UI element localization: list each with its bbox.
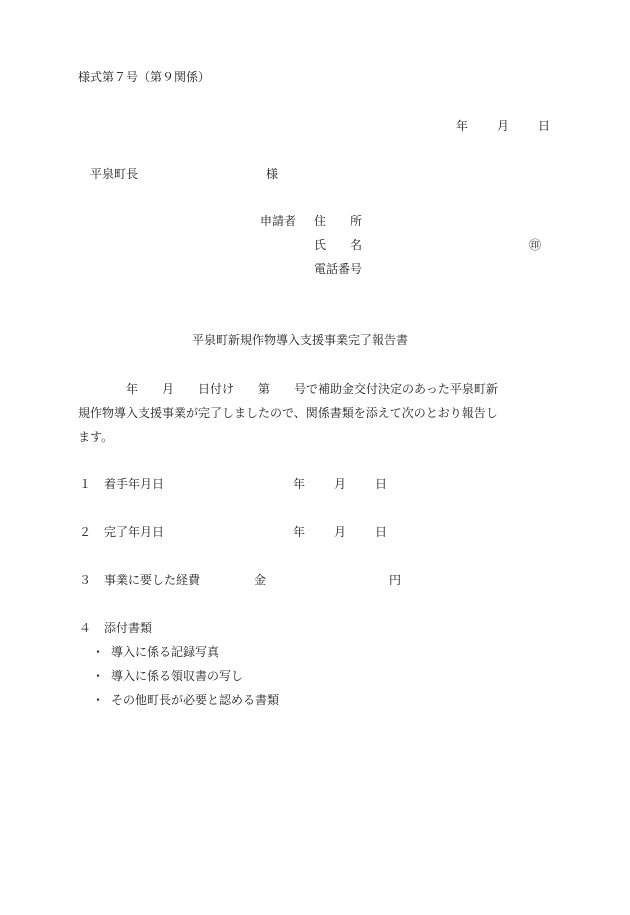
item-number: ３ [79, 573, 92, 587]
item-number: １ [79, 477, 92, 491]
amount-prefix: 金 [254, 573, 267, 587]
document-title: 平泉町新規作物導入支援事業完了報告書 [192, 333, 409, 347]
applicant-label: 申請者 [260, 214, 297, 228]
attachment-text: 導入に係る領収書の写し [111, 669, 244, 683]
phone-label: 電話番号 [314, 262, 363, 276]
item-number: ４ [79, 621, 92, 635]
item-label: 事業に要した経費 [104, 573, 201, 587]
item-month-label: 月 [334, 477, 347, 491]
body-line-3: ます。 [78, 430, 114, 444]
seal-mark: ㊞ [529, 238, 542, 252]
item-month-label: 月 [334, 525, 347, 539]
addressee-honorific: 様 [266, 167, 279, 181]
bullet-mark: ・ [92, 693, 105, 707]
body-line-1: 年 月 日付け 第 号で補助金交付決定のあった平泉町新 [78, 382, 498, 396]
item-year-label: 年 [293, 525, 306, 539]
attachment-text: 導入に係る記録写真 [111, 645, 220, 659]
date-month-label: 月 [497, 119, 510, 133]
name-label: 氏 名 [314, 238, 363, 252]
date-day-label: 日 [538, 119, 551, 133]
body-line-2: 規作物導入支援事業が完了しましたので、関係書類を添えて次のとおり報告し [78, 406, 498, 420]
date-year-label: 年 [456, 119, 469, 133]
item-number: ２ [79, 525, 92, 539]
item-label: 添付書類 [104, 621, 153, 635]
form-number: 様式第７号（第９関係） [78, 70, 211, 84]
item-label: 着手年月日 [104, 477, 165, 491]
item-year-label: 年 [293, 477, 306, 491]
bullet-mark: ・ [92, 669, 105, 683]
item-label: 完了年月日 [104, 525, 165, 539]
address-label: 住 所 [314, 214, 363, 228]
item-day-label: 日 [375, 525, 388, 539]
bullet-mark: ・ [92, 645, 105, 659]
addressee-name: 平泉町長 [90, 167, 139, 181]
report-body [78, 377, 558, 449]
item-day-label: 日 [375, 477, 388, 491]
attachment-text: その他町長が必要と認める書類 [111, 693, 280, 707]
amount-unit: 円 [389, 573, 402, 587]
